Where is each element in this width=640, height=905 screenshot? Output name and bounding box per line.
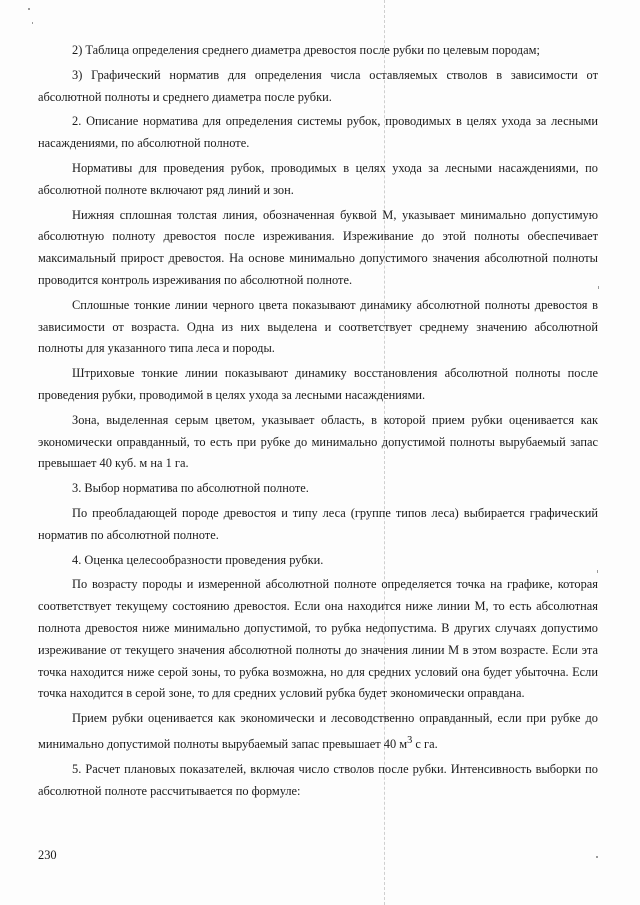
paragraph-4: Нормативы для проведения рубок, проводимых в целях ухода за лесными насаждениями, по абсолютной полноте включают ряд линий и зон.	[38, 160, 598, 197]
paragraph-14: 5. Расчет плановых показателей, включая число стволов после рубки. Интенсивность выборки по абсолютной полноте рассчитывается по формуле:	[38, 761, 598, 798]
scan-speck	[596, 856, 598, 858]
paragraph-13	[38, 708, 598, 756]
paragraph-13-tail: с га.	[412, 737, 438, 752]
paragraph-8: Зона, выделенная серым цветом, указывает область, в которой прием рубки оценивается как экономически оправданный, то есть при рубке до минимально допустимой полноты вырубаемый запас превышает 40 куб. м на 1 га.	[38, 412, 598, 471]
paragraph-9: 3. Выбор норматива по абсолютной полноте.	[72, 481, 309, 496]
scan-speck	[597, 570, 598, 573]
paragraph-5: Нижняя сплошная толстая линия, обозначенная буквой М, указывает минимально допустимую абсолютную полноту древостоя после изреживания. Изреживание до этой полноты обеспечивает максимальный прирост древостоя. На основе минимально допустимого значения абсолютной полноты проводится контроль изреживания по абсолютной полноте.	[38, 207, 598, 287]
document-body	[38, 40, 598, 805]
paragraph-1: 2) Таблица определения среднего диаметра древостоя после рубки по целевым породам;	[72, 43, 540, 57]
paragraph-7: Штриховые тонкие линии показывают динамику восстановления абсолютной полноты после проведения рубки, проводимой в целях ухода за лесными насаждениями.	[38, 366, 598, 402]
paragraph-12: По возрасту породы и измеренной абсолютной полноте определяется точка на графике, которая соответствует текущему состоянию древостоя. Если она находится ниже линии М, то есть абсолютная полнота древостоя ниже минимально допустимой, то рубка недопустима. В других случаях допустимо изреживание от текущего значения абсолютной полноты до значения линии М в этом возрасте. Если эта точка находится ниже серой зоны, то рубка возможна, но для средних условий она будет убыточна. Если точка находится в серой зоне, то для средних условий рубка будет экономически оправдана.	[38, 577, 598, 701]
page-number: 230	[38, 848, 57, 862]
paragraph-2: 3) Графический норматив для определения числа оставляемых стволов в зависимости от абсолютной полноты и среднего диаметра после рубки.	[38, 67, 598, 104]
scan-speck	[598, 286, 599, 289]
paragraph-3: 2. Описание норматива для определения системы рубок, проводимых в целях ухода за лесными насаждениями, по абсолютной полноте.	[38, 114, 598, 151]
scan-speck	[28, 8, 30, 10]
paragraph-6: Сплошные тонкие линии черного цвета показывают динамику абсолютной полноты древостоя в зависимости от возраста. Одна из них выделена и соответствует среднему значению абсолютной полноты для указанного типа леса и породы.	[38, 297, 598, 356]
paragraph-13-text: Прием рубки оценивается как экономически и лесоводственно оправданный, если при рубке до минимально допустимой полноты вырубаемый запас превышает 40 м	[38, 711, 598, 752]
cubic-superscript: 3	[407, 734, 413, 746]
paragraph-11: 4. Оценка целесообразности проведения рубки.	[72, 552, 324, 567]
paragraph-10: По преобладающей породе древостоя и типу леса (группе типов леса) выбирается графический норматив по абсолютной полноте.	[38, 505, 598, 542]
scan-speck	[32, 22, 33, 24]
